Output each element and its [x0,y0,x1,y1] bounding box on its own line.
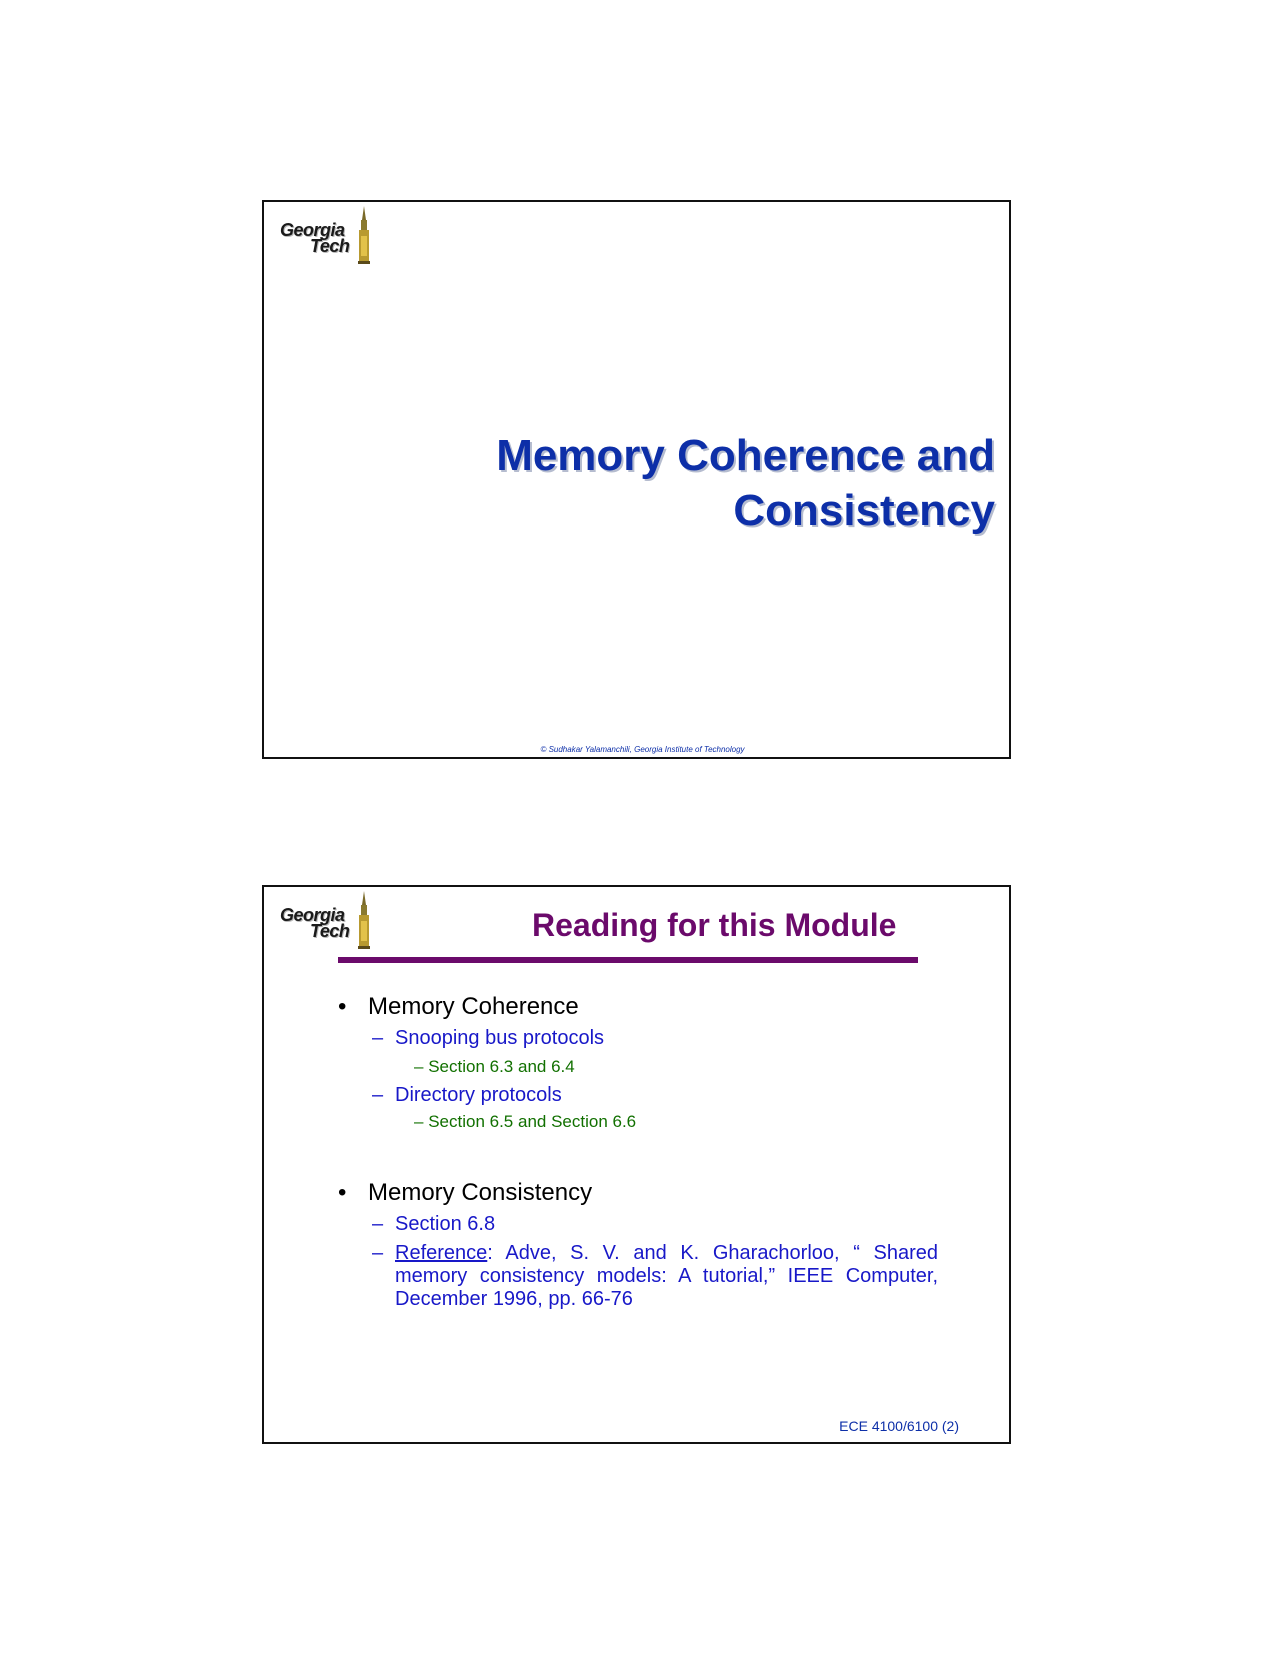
subdash-glyph: – [414,1057,424,1076]
slide-title-line-2: Consistency [733,486,995,535]
title-slide [262,200,1011,759]
logo-text-georgia: Georgia [280,905,345,925]
georgia-tech-logo [276,891,376,949]
slide-title-line-1: Memory Coherence and [496,431,995,480]
dash-glyph: – [372,1213,384,1235]
title-underline-bar [338,957,918,963]
tech-tower-icon [356,206,372,264]
slide-title: Reading for this Module [532,907,897,943]
sub-sub-bullet-section-6-5 [414,1112,636,1132]
copyright-notice: © Sudhakar Yalamanchili, Georgia Institute of Technology [540,745,745,754]
bullet-text: Memory Consistency [368,1179,593,1206]
bullet-glyph: • [338,993,347,1020]
georgia-tech-logo [276,206,376,264]
reference-text: : Adve, S. V. and K. Gharachorloo, “ Shared memory consistency models: A tutorial,” IEEE Computer, December 1996, pp. 66-76 [395,1242,938,1310]
bullet-glyph: • [338,1179,347,1206]
sub-sub-bullet-text: Section 6.5 and Section 6.6 [428,1112,637,1131]
reference-citation [395,1242,938,1311]
logo-text-georgia: Georgia [280,220,345,240]
reference-label: Reference [395,1242,488,1264]
logo-text-tech: Tech [310,921,350,941]
tech-tower-icon [356,891,372,949]
bullet-text: Memory Coherence [368,993,579,1020]
slide-title [395,428,995,538]
sub-bullet-text: Section 6.8 [395,1213,496,1235]
dash-glyph: – [372,1084,384,1106]
reading-slide [262,885,1011,1444]
logo-text-tech: Tech [310,236,350,256]
sub-sub-bullet-section-6-3 [414,1057,575,1077]
dash-glyph: – [372,1242,384,1264]
sub-bullet-text: Directory protocols [395,1084,562,1106]
sub-sub-bullet-text: Section 6.3 and 6.4 [428,1057,575,1076]
subdash-glyph: – [414,1112,424,1131]
slide-footer: ECE 4100/6100 (2) [839,1418,959,1434]
sub-bullet-text: Snooping bus protocols [395,1027,605,1049]
dash-glyph: – [372,1027,384,1049]
